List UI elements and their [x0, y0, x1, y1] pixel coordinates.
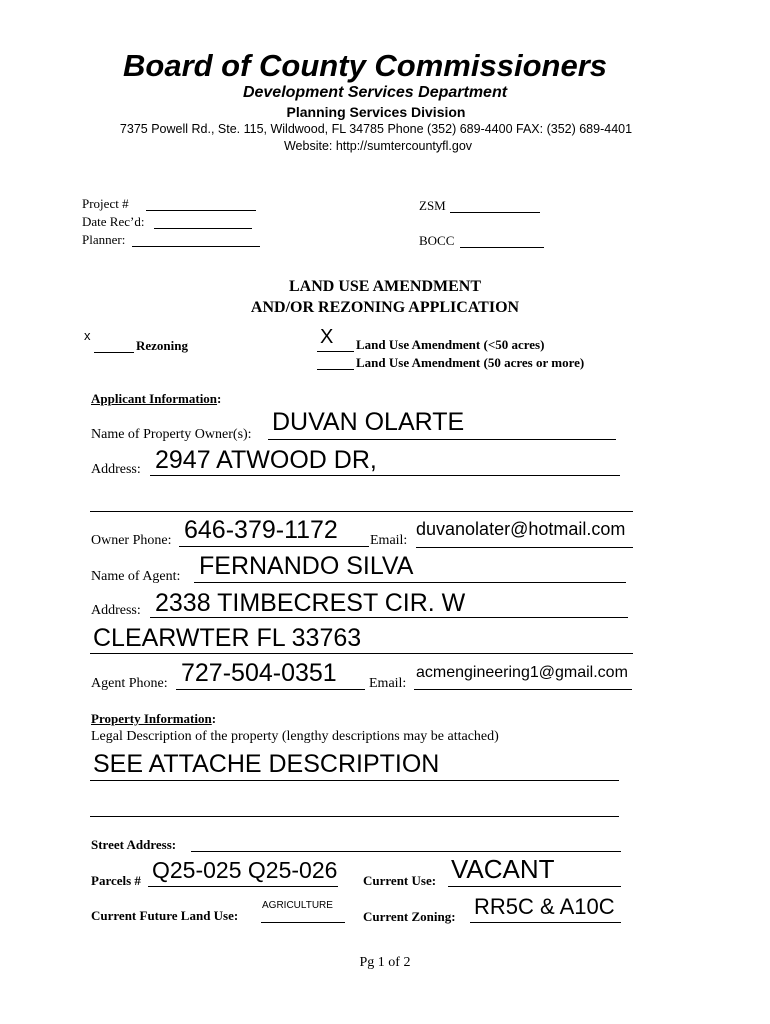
owner-name-label: Name of Property Owner(s): [91, 427, 252, 442]
rezoning-line [94, 352, 134, 353]
current-use-line [448, 886, 621, 887]
current-zoning-label: Current Zoning: [363, 909, 456, 924]
street-address-line [191, 851, 621, 852]
owner-email-line [416, 547, 633, 548]
agent-address-line2 [90, 653, 633, 654]
bocc-label: BOCC [419, 233, 455, 248]
page-title: Board of County Commissioners [123, 48, 607, 83]
future-land-use-line [261, 922, 345, 923]
agent-address-line2-value[interactable]: CLEARWTER FL 33763 [93, 624, 362, 652]
parcels-line [148, 886, 338, 887]
department-name: Development Services Department [242, 84, 508, 101]
current-zoning-value[interactable]: RR5C & A10C [474, 894, 615, 919]
property-section-label: Property Information [91, 711, 212, 726]
owner-name-value[interactable]: DUVAN OLARTE [272, 408, 465, 436]
agent-phone-value[interactable]: 727-504-0351 [181, 659, 337, 687]
agent-email-value[interactable]: acmengineering1@gmail.com [416, 664, 628, 681]
owner-address-line2 [90, 511, 633, 512]
form-title-line2: AND/OR REZONING APPLICATION [250, 299, 520, 316]
owner-address-line [150, 475, 620, 476]
bocc-line [460, 247, 544, 248]
project-number-line [146, 210, 256, 211]
agent-email-label: Email: [369, 676, 407, 691]
lua-small-mark[interactable]: X [320, 326, 334, 348]
owner-phone-line [179, 546, 369, 547]
applicant-section-colon: : [217, 391, 222, 406]
agent-name-label: Name of Agent: [91, 569, 181, 584]
zsm-line [450, 212, 540, 213]
zsm-label: ZSM [419, 198, 446, 213]
planner-line [132, 246, 260, 247]
parcels-value[interactable]: Q25-025 Q25-026 [152, 857, 338, 883]
agent-phone-line [176, 689, 365, 690]
applicant-section-heading [91, 391, 221, 407]
legal-description-line2 [90, 816, 619, 817]
division-name: Planning Services Division [286, 104, 466, 120]
planner-label: Planner: [82, 232, 126, 247]
owner-phone-value[interactable]: 646-379-1172 [184, 516, 338, 544]
current-zoning-line [470, 922, 621, 923]
agent-address-value[interactable]: 2338 TIMBECREST CIR. W [155, 589, 466, 617]
lua-large-label: Land Use Amendment (50 acres or more) [356, 355, 585, 370]
owner-email-value[interactable]: duvanolater@hotmail.com [416, 519, 626, 539]
agent-address-label: Address: [91, 603, 141, 618]
lua-large-line [317, 369, 354, 370]
current-use-label: Current Use: [363, 873, 437, 888]
legal-description-value[interactable]: SEE ATTACHE DESCRIPTION [93, 750, 440, 778]
current-use-value[interactable]: VACANT [451, 854, 555, 884]
property-section-heading [91, 711, 216, 727]
project-number-label: Project # [82, 196, 129, 211]
rezoning-label: Rezoning [136, 338, 188, 353]
agent-name-line [194, 582, 626, 583]
agent-name-value[interactable]: FERNANDO SILVA [199, 552, 414, 580]
lua-small-line [317, 351, 354, 352]
legal-description-line [90, 780, 619, 781]
owner-email-label: Email: [370, 533, 408, 548]
date-received-label: Date Rec’d: [82, 214, 145, 229]
form-title-line1: LAND USE AMENDMENT [288, 278, 481, 295]
date-received-line [154, 228, 252, 229]
owner-address-label: Address: [91, 462, 141, 477]
parcels-label: Parcels # [91, 873, 141, 888]
page-number: Pg 1 of 2 [359, 955, 411, 970]
lua-small-label: Land Use Amendment (<50 acres) [356, 337, 545, 352]
legal-description-label: Legal Description of the property (lengthy descriptions may be attached) [91, 729, 499, 744]
future-land-use-value[interactable]: AGRICULTURE [262, 900, 333, 911]
website-text: Website: http://sumtercountyfl.gov [283, 139, 473, 153]
owner-phone-label: Owner Phone: [91, 533, 172, 548]
agent-phone-label: Agent Phone: [91, 676, 168, 691]
street-address-label: Street Address: [91, 837, 177, 852]
agent-address-line [150, 617, 628, 618]
property-section-colon: : [211, 711, 217, 726]
owner-address-value[interactable]: 2947 ATWOOD DR, [155, 446, 377, 474]
applicant-section-label: Applicant Information [91, 391, 218, 406]
future-land-use-label: Current Future Land Use: [91, 908, 239, 923]
owner-name-line [268, 439, 616, 440]
contact-address: 7375 Powell Rd., Ste. 115, Wildwood, FL 34785 Phone (352) 689-4400 FAX: (352) 689-4401 [119, 122, 633, 136]
rezoning-mark[interactable]: x [84, 328, 91, 343]
agent-email-line [414, 689, 632, 690]
